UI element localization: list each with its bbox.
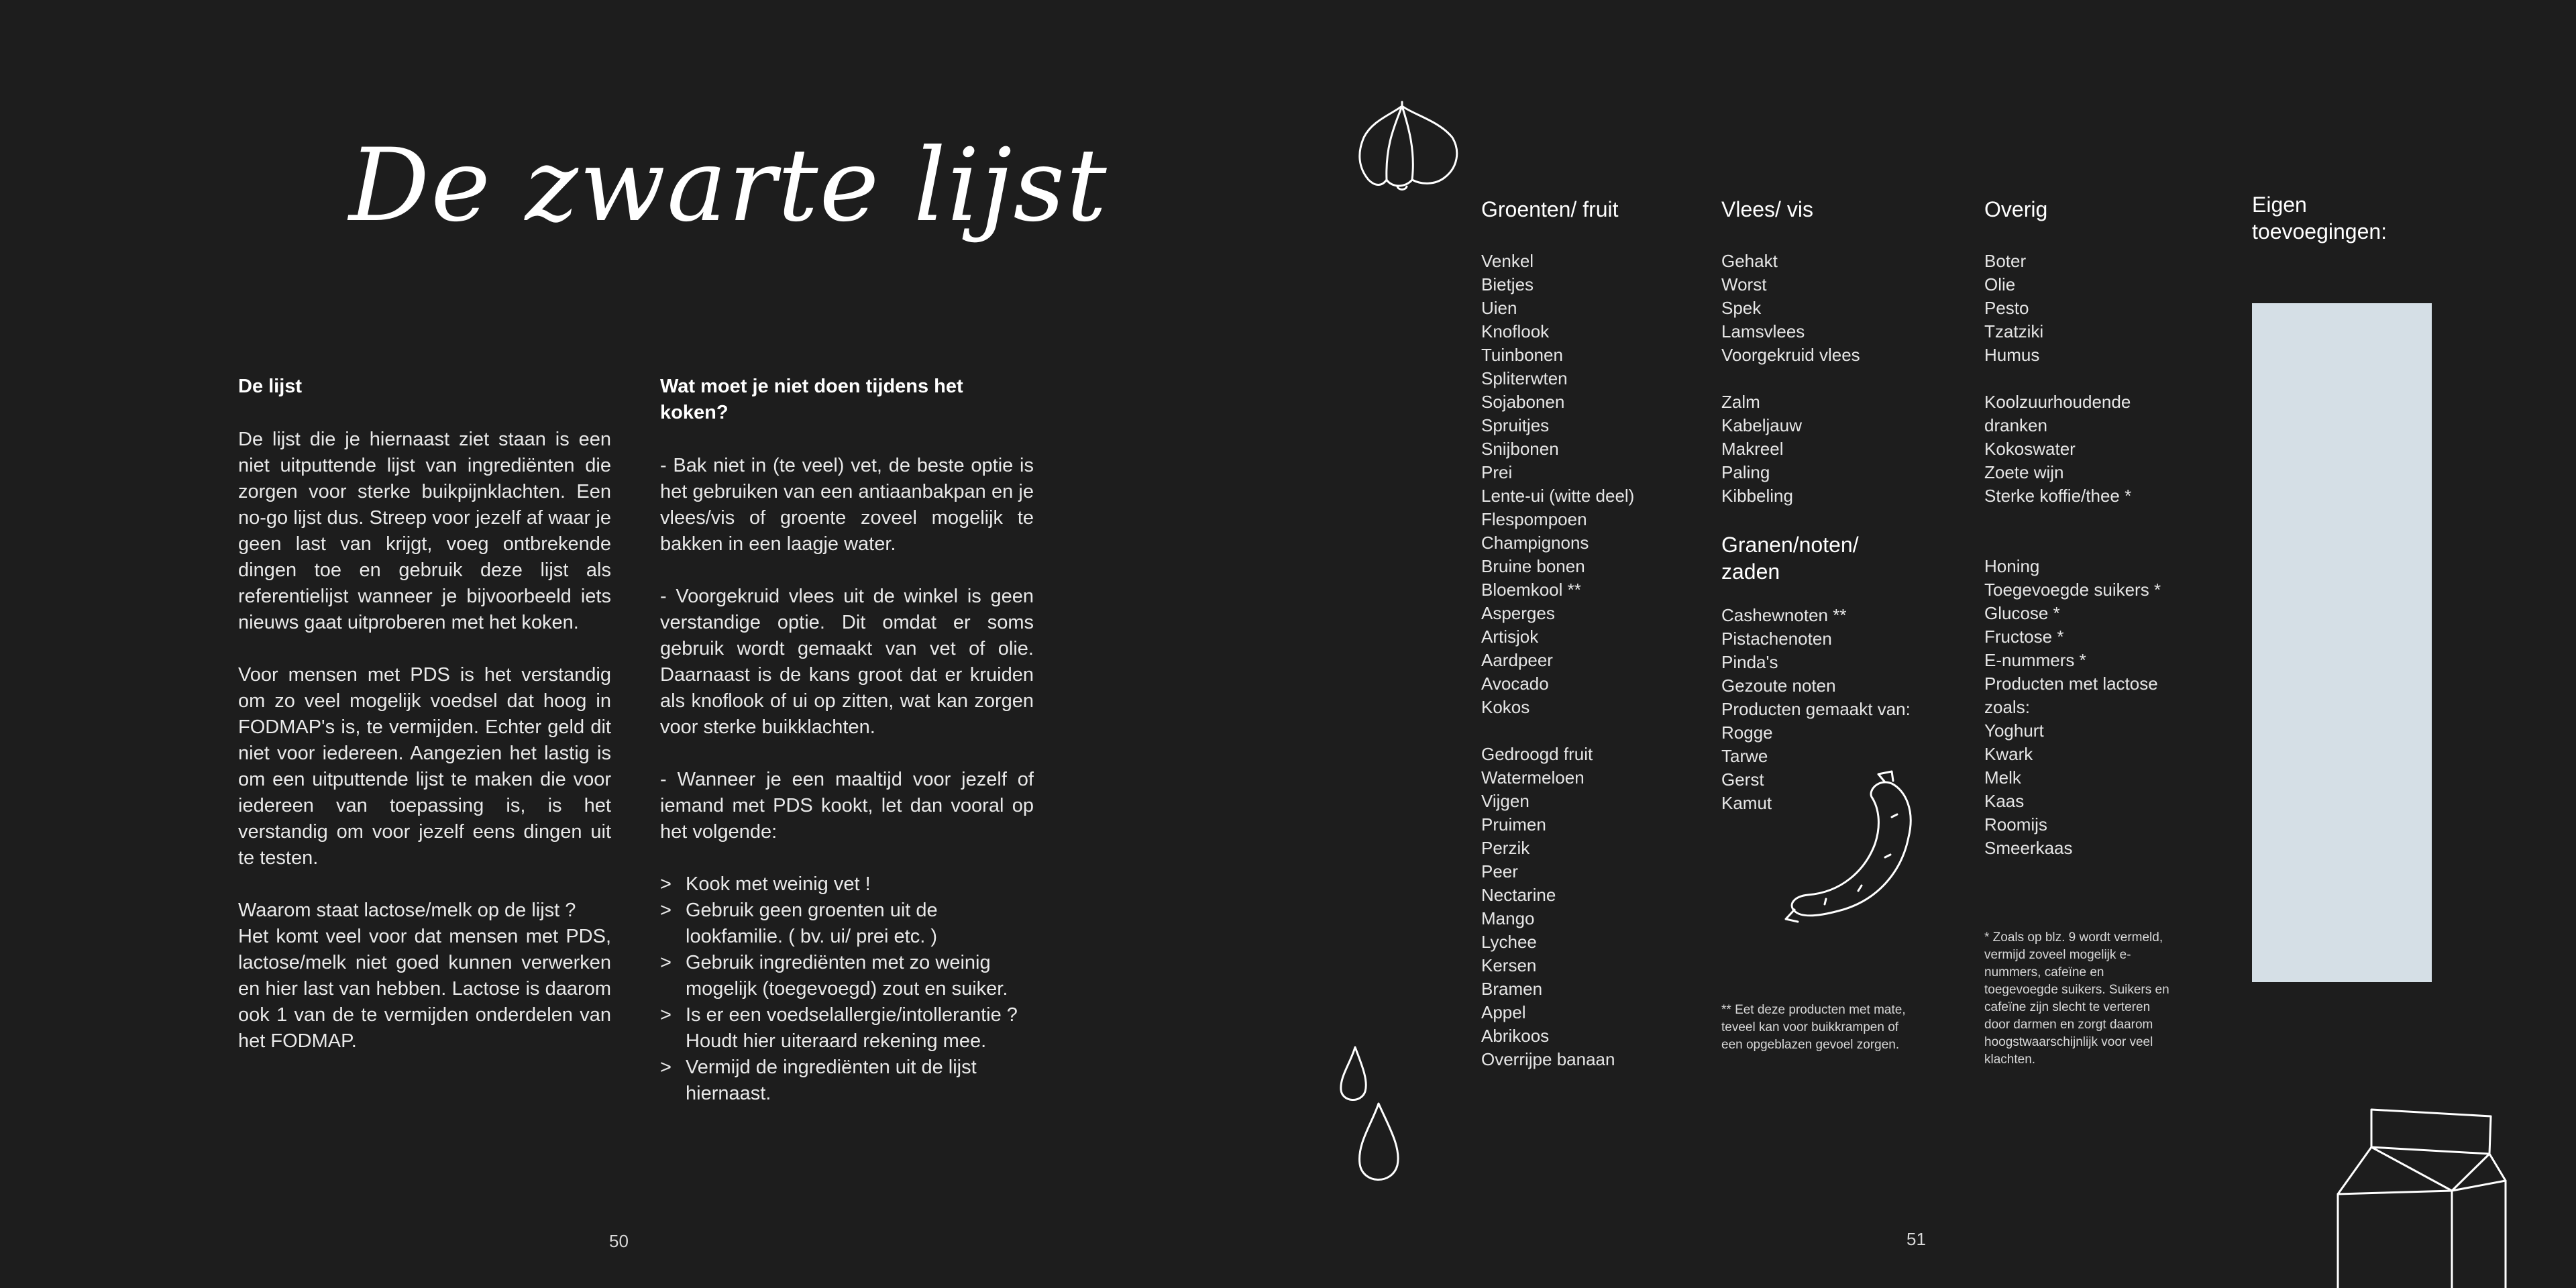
list-item: Producten met lactose xyxy=(1984,674,2158,694)
vlees-list xyxy=(1721,250,1936,508)
list-item: Mango xyxy=(1481,908,1535,928)
list-item: Peer xyxy=(1481,861,1518,881)
list-item: Kwark xyxy=(1984,744,2033,764)
list-item: Bloemkool ** xyxy=(1481,580,1581,600)
list-item: Fructose * xyxy=(1984,627,2064,647)
list-item: Avocado xyxy=(1481,674,1549,694)
garlic-icon xyxy=(1345,101,1462,195)
paragraph: Het komt veel voor dat mensen met PDS, lactose/melk niet goed kunnen verwerken en hier last van hebben. Lactose is daarom ook 1 van de te vermijden onderdelen van het FODMAP. xyxy=(238,926,611,1052)
list-item: Spliterwten xyxy=(1481,368,1568,388)
column-heading: Overig xyxy=(1984,197,2048,221)
list-item: Watermeloen xyxy=(1481,767,1585,788)
list-item: Lente-ui (witte deel) xyxy=(1481,486,1635,506)
paragraph: - Wanneer je een maaltijd voor jezelf of iemand met PDS kookt, let dan vooral op het volgende: xyxy=(660,769,1034,843)
list-item: Flespompoen xyxy=(1481,509,1587,529)
list-item: Vijgen xyxy=(1481,791,1529,811)
list-item: Asperges xyxy=(1481,603,1555,623)
column-heading: Vlees/ vis xyxy=(1721,197,1813,221)
list-item: Gerst xyxy=(1721,769,1764,790)
list-item: Rogge xyxy=(1721,722,1773,743)
list-item: Gezoute noten xyxy=(1721,676,1836,696)
list-item: Tarwe xyxy=(1721,746,1768,766)
list-item: Champignons xyxy=(1481,533,1589,553)
page-number-left: 50 xyxy=(609,1231,629,1251)
list-item: Olie xyxy=(1984,274,2016,294)
list-item: Worst xyxy=(1721,274,1767,294)
list-item: Spruitjes xyxy=(1481,415,1550,435)
paragraph: Voor mensen met PDS is het verstandig om zo veel mogelijk voedsel dat hoog in FODMAP's is, te vermijden. Echter geld dit niet voor iedereen. Aangezien het lastig is om een uitputtende lijst te maken die voor iedereen van toepassing is, is het verstandig om voor jezelf eens dingen uit te testen. xyxy=(238,664,611,869)
list-item: Kokos xyxy=(1481,697,1530,717)
list-item: zoals: xyxy=(1984,697,2030,717)
list-item: Honing xyxy=(1984,556,2040,576)
list-item: Kamut xyxy=(1721,793,1772,813)
paragraph: De lijst die je hiernaast ziet staan is een niet uitputtende lijst van ingrediënten die zorgen voor sterke buikpijnklachten. Een no-go lijst dus. Streep voor jezelf af waar je geen last van krijgt, voeg ontbrekende dingen toe en gebruik deze lijst als referentielijst wanneer je bijvoorbeeld iets nieuws gaat uitproberen met het koken. xyxy=(238,429,611,633)
list-item: Melk xyxy=(1984,767,2021,788)
section-heading: De lijst xyxy=(238,376,303,397)
list-item: Toegevoegde suikers * xyxy=(1984,580,2161,600)
eigen-column xyxy=(2252,191,2406,272)
list-item: Aardpeer xyxy=(1481,650,1553,670)
overig-note: * Zoals op blz. 9 wordt vermeld, vermijd zoveel mogelijk e-nummers, cafeïne en toegevoegde suikers. Suikers en cafeïne zijn slecht te verteren door darmen en zorgt daarom hoogstwaarschijnlijk voor veel klachten. xyxy=(1984,930,2169,1067)
groenten-column xyxy=(1481,196,1709,1071)
paragraph: - Voorgekruid vlees uit de winkel is geen verstandige optie. Dit omdat er soms gebruik wordt gemaakt van vet of olie. Daarnaast is de kans groot dat er kruiden als knoflook of ui op zitten, wat kan zorgen voor sterke buikklachten. xyxy=(660,586,1034,738)
granen-note: ** Eet deze producten met mate, teveel kan voor buikkrampen of een opgeblazen gevoel zorgen. xyxy=(1721,1003,1906,1052)
section-heading: Wat moet je niet doen tijdens het koken? xyxy=(660,376,963,423)
list-item: Glucose * xyxy=(1984,603,2060,623)
list-item: Uien xyxy=(1481,298,1517,318)
list-item: Smeerkaas xyxy=(1984,838,2073,858)
list-gap xyxy=(1984,508,2206,531)
groenten-list xyxy=(1481,250,1709,1071)
list-item: Voorgekruid vlees xyxy=(1721,345,1860,365)
list-item: Cashewnoten ** xyxy=(1721,605,1847,625)
list-item: E-nummers * xyxy=(1984,650,2086,670)
list-item: Producten gemaakt van: xyxy=(1721,699,1911,719)
list-item: dranken xyxy=(1984,415,2047,435)
tips-list xyxy=(660,871,1034,1107)
list-gap xyxy=(1984,531,2206,555)
list-item: Pruimen xyxy=(1481,814,1546,835)
list-item: Zoete wijn xyxy=(1984,462,2064,482)
column-heading: Granen/noten/ zaden xyxy=(1721,533,1859,584)
column-heading: Groenten/ fruit xyxy=(1481,197,1619,221)
list-item: Bramen xyxy=(1481,979,1543,999)
list-item: Sojabonen xyxy=(1481,392,1565,412)
list-item: Spek xyxy=(1721,298,1762,318)
list-item: Kokoswater xyxy=(1984,439,2076,459)
additions-box[interactable] xyxy=(2252,303,2432,982)
intro-column xyxy=(238,374,611,1081)
list-item: Snijbonen xyxy=(1481,439,1559,459)
list-item: Tuinbonen xyxy=(1481,345,1563,365)
list-item: Nectarine xyxy=(1481,885,1556,905)
list-item: Kaas xyxy=(1984,791,2025,811)
overig-column xyxy=(1984,196,2206,860)
list-item: Pesto xyxy=(1984,298,2029,318)
list-item: Bruine bonen xyxy=(1481,556,1585,576)
question: Waarom staat lactose/melk op de lijst ? xyxy=(238,900,576,921)
milk-carton-icon xyxy=(2331,1107,2512,1288)
list-item: Artisjok xyxy=(1481,627,1539,647)
list-gap xyxy=(1481,719,1709,743)
list-item: Yoghurt xyxy=(1984,720,2044,741)
list-item: > Is er een voedselallergie/intollerantie ? Houdt hier uiteraard rekening mee. xyxy=(660,1004,1018,1052)
list-item: Lamsvlees xyxy=(1721,321,1805,341)
list-item: Gehakt xyxy=(1721,251,1778,271)
list-item: Humus xyxy=(1984,345,2040,365)
list-item: Paling xyxy=(1721,462,1770,482)
list-item: > Gebruik ingrediënten met zo weinig mogelijk (toegevoegd) zout en suiker. xyxy=(660,952,1008,1000)
list-item: Prei xyxy=(1481,462,1513,482)
sausage-icon xyxy=(1778,770,1925,938)
list-gap xyxy=(1721,367,1936,390)
list-item: Kibbeling xyxy=(1721,486,1793,506)
list-item: Bietjes xyxy=(1481,274,1534,294)
page-number-right: 51 xyxy=(1907,1229,1926,1249)
list-gap xyxy=(1984,367,2206,390)
list-item: > Kook met weinig vet ! xyxy=(660,873,871,895)
list-item: Perzik xyxy=(1481,838,1530,858)
list-item: Abrikoos xyxy=(1481,1026,1550,1046)
list-item: Boter xyxy=(1984,251,2027,271)
list-item: Kabeljauw xyxy=(1721,415,1802,435)
cooking-tips-column xyxy=(660,374,1034,1107)
list-item: Lychee xyxy=(1481,932,1537,952)
list-item: > Vermijd de ingrediënten uit de lijst hiernaast. xyxy=(660,1057,977,1104)
list-item: Sterke koffie/thee * xyxy=(1984,486,2132,506)
drops-icon xyxy=(1332,1043,1412,1194)
list-item: Pinda's xyxy=(1721,652,1778,672)
paragraph: - Bak niet in (te veel) vet, de beste optie is het gebruiken van een antiaanbakpan en je vlees/vis of groente zoveel mogelijk te bakken in een laagje water. xyxy=(660,455,1034,555)
list-item: Roomijs xyxy=(1984,814,2047,835)
list-item: Knoflook xyxy=(1481,321,1550,341)
list-item: Kersen xyxy=(1481,955,1537,975)
list-item: Zalm xyxy=(1721,392,1760,412)
list-item: Venkel xyxy=(1481,251,1534,271)
list-item: Appel xyxy=(1481,1002,1526,1022)
column-heading: Eigen toevoegingen: xyxy=(2252,193,2387,244)
list-item: Makreel xyxy=(1721,439,1784,459)
list-item: Gedroogd fruit xyxy=(1481,744,1593,764)
overig-list xyxy=(1984,250,2206,860)
list-item: Pistachenoten xyxy=(1721,629,1832,649)
list-item: Koolzuurhoudende xyxy=(1984,392,2131,412)
list-item: Overrijpe banaan xyxy=(1481,1049,1615,1069)
page-title: De zwarte lijst xyxy=(349,127,1108,244)
list-item: Tzatziki xyxy=(1984,321,2044,341)
vlees-column xyxy=(1721,196,1936,508)
list-item: > Gebruik geen groenten uit de lookfamilie. ( bv. ui/ prei etc. ) xyxy=(660,900,938,947)
